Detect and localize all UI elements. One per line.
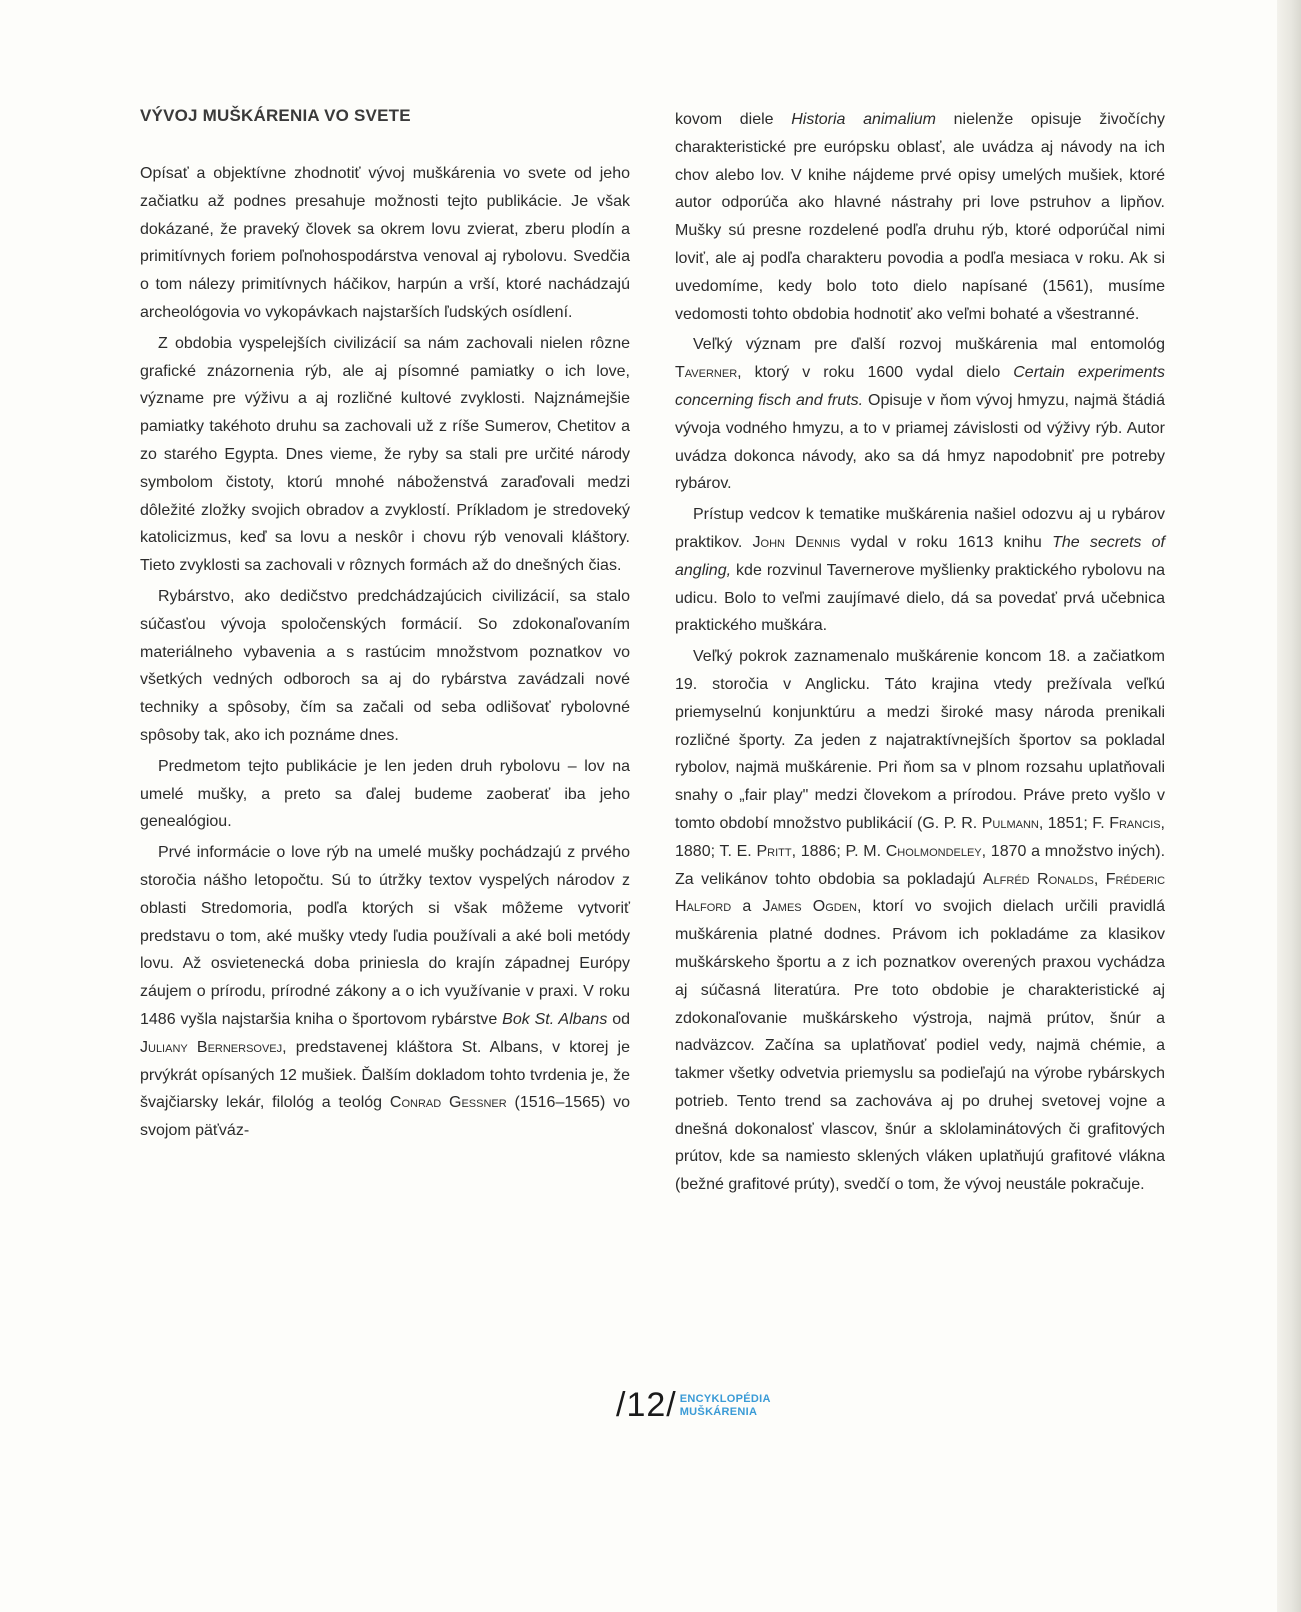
right-column: [675, 106, 1165, 1202]
person-name: Juliany Bernersovej: [140, 1038, 283, 1056]
person-name: Taverner: [675, 364, 738, 382]
text-run: , ktorí vo svojich dielach určili pravidlá muškárenia platné dodnes. Právom ich pokladáme za klasikov muškárskeho športu a z ich poznatkov overených praxou vychádza aj súčasná literatúra. Pre toto obdobie je charakteristické aj zdokonaľovanie muškárskeho výstroja, najmä prútov, šnúr a nadväzcov. Začína sa uplatňovať podiel vedy, najmä chémie, a takmer všetky odvetvia priemyslu sa podieľajú na výrobe rybárskych potrieb. Tento trend sa zachováva aj po druhej svetovej vojne a dnešná dokonalosť vlascov, šnúr a sklolaminátových či grafitových prútov, kde sa namiesto sklených vláken uplatňujú grafitové vlákna (bežné grafitové prúty), svedčí o tom, že vývoj neustále pokračuje.: [675, 898, 1165, 1194]
paragraph: [675, 106, 1165, 328]
paragraph: Opísať a objektívne zhodnotiť vývoj muškárenia vo svete od jeho začiatku až podnes presahuje možnosti tejto publikácie. Je však dokázané, že praveký človek sa okrem lovu zvierat, zberu plodín a primitívnych foriem poľnohospodárstva venoval aj rybolovu. Svedčia o tom nálezy primitívnych háčikov, harpún a vrší, ktoré nachádzajú archeológovia vo vykopávkach najstarších ľudských osídlení.: [140, 165, 630, 321]
text-run: (1516–1565) vo svojom päťváz-: [140, 1094, 630, 1140]
text-run: nielenže opisuje živočíchy charakteristické pre európsku oblasť, ale uvádza aj návody na ich chov alebo lov. V knihe nájdeme prvé opisy umelých mušiek, ktoré autor odporúča ako hlavné nástrahy pri love pstruhov a lipňov. Mušky sú presne rozdelené podľa druhu rýb, ktoré odporúčal nimi loviť, ale aj podľa charakteru povodia a podľa mesiaca v roku. Ak si uvedomíme, kedy bolo toto dielo napísané (1561), musíme vedomosti tohto obdobia hodnotiť ako veľmi bohaté a všestranné.: [675, 111, 1165, 323]
paragraph: Predmetom tejto publikácie je len jeden druh rybolovu – lov na umelé mušky, a preto sa ďalej budeme zaoberať iba jeho genealógiou.: [140, 757, 630, 831]
text-run: a: [742, 898, 752, 916]
text-run: Prístup vedcov k tematike muškárenia našiel odozvu aj u rybárov praktikov.: [675, 506, 1165, 551]
person-name: Cholmondeley: [885, 842, 982, 860]
text-run: vydal v roku 1613 knihu: [850, 533, 1042, 551]
text-run: , predstavenej kláštora St. Albans, v ktorej je prvýkrát opísaných 12 mušiek. Ďalším dokladom tohto tvrdenia je, že švajčiarsky lekár, filológ a teológ: [140, 1038, 631, 1112]
person-name: James Ogden: [762, 898, 858, 916]
page-footer: [616, 1386, 771, 1425]
paragraph: [675, 501, 1165, 640]
person-name: Alfréd Ronalds: [982, 870, 1094, 888]
text-run: ,: [1093, 870, 1099, 888]
text-run: Veľký pokrok zaznamenalo muškárenie koncom 18. a začiatkom 19. storočia v Anglicku. Táto krajina vtedy prežívala veľkú priemyselnú konjunktúru a medzi široké masy národa prenikali rozličné športy. Za jeden z najatraktívnejších športov sa pokladal rybolov, najmä muškárenie. Pri ňom sa v plnom rozsahu uplatňovali snahy o „fair play" medzi človekom a prírodou. Práve preto vyšlo v tomto období množstvo publikácií (G. P. R.: [675, 648, 1165, 832]
text-run: , 1851; F.: [1038, 814, 1105, 832]
paragraph: [675, 331, 1165, 498]
person-name: Pritt: [756, 842, 792, 860]
text-run: , 1886; P. M.: [791, 842, 882, 860]
paragraph: Rybárstvo, ako dedičstvo predchádzajúcich civilizácií, sa stalo súčasťou vývoja spoločenských formácií. So zdokonaľovaním materiálneho vybavenia a s rastúcim množstvom poznatkov vo všetkých vedných odboroch sa aj do rybárstva zavádzali nové techniky a spôsoby, čím sa začali od seba odlišovať rybolovné spôsoby tak, ako ich poznáme dnes.: [140, 587, 630, 744]
paragraph: [675, 643, 1165, 1199]
left-column: [140, 160, 630, 1148]
person-name: Francis: [1109, 814, 1161, 832]
text-run: kovom diele: [675, 111, 774, 128]
book-title: Bok St. Albans: [502, 1010, 608, 1028]
paragraph: [140, 839, 630, 1145]
page-edge: [1277, 0, 1301, 1612]
publication-brand: [680, 1393, 771, 1419]
text-run: kde rozvinul Tavernerove myšlienky praktického rybolovu na udicu. Bolo to veľmi zaujímavé dielo, dá sa povedať prvá učebnica praktického muškára.: [675, 561, 1166, 635]
person-name: Pulmann: [981, 814, 1039, 832]
person-name: Conrad Gessner: [389, 1094, 507, 1112]
person-name: John Dennis: [752, 533, 841, 551]
text-run: , ktorý v roku 1600 vydal dielo: [737, 364, 1001, 382]
book-title: The secrets of angling,: [675, 533, 1165, 579]
book-title: Historia animalium: [791, 111, 936, 128]
text-run: Prvé informácie o love rýb na umelé mušky pochádzajú z prvého storočia nášho letopočtu. Sú to útržky textov vyspelých národov z oblasti Stredomoria, podľa ktorých si však môžeme vytvoriť predstavu o tom, aké mušky vtedy ľudia používali a aké boli metódy lovu. Až osvietenecká doba priniesla do krajín západnej Európy záujem o prírodu, prírodné zákony a o ich využívanie v praxi. V roku 1486 vyšla najstaršia kniha o športovom rybárstve: [140, 844, 630, 1028]
page-number: /12/: [616, 1386, 677, 1424]
text-run: , 1870 a množstvo iných). Za velikánov tohto obdobia sa pokladajú: [675, 842, 1166, 888]
text-run: Opisuje v ňom vývoj hmyzu, najmä štádiá vývoja vodného hmyzu, a to v priamej závislosti od výživy rýb. Autor uvádza dokonca návody, ako sa dá hmyz napodobniť pre potreby rybárov.: [675, 391, 1166, 493]
text-run: Veľký význam pre ďalší rozvoj muškárenia mal entomológ: [693, 336, 1165, 354]
book-title: Certain experiments concerning fisch and fruts.: [675, 364, 1165, 409]
section-heading: VÝVOJ MUŠKÁRENIA VO SVETE: [140, 106, 411, 125]
paragraph: Z obdobia vyspelejších civilizácií sa nám zachovali nielen rôzne grafické znázornenia rýb, ale aj písomné pamiatky o ich love, význame pre výživu a aj rozličné kultové zvyklosti. Najznámejšie pamiatky takéhoto druhu sa zachovali už z ríše Sumerov, Chetitov a zo starého Egypta. Dnes vieme, že ryby sa stali pre určité národy symbolom čistoty, ktorú mnohé náboženstvá zaraďovali medzi dôležité zložky svojich obradov a zvyklostí. Príkladom je stredoveký katolicizmus, keď sa lovu a neskôr i chovu rýb venovali kláštory. Tieto zvyklosti sa zachovali v rôznych formách až do dnešných čias.: [140, 334, 630, 575]
brand-line: MUŠKÁRENIA: [679, 1405, 758, 1418]
text-run: od: [612, 1010, 630, 1028]
text-run: , 1880; T. E.: [675, 814, 1165, 860]
person-name: Fréderic Halford: [675, 870, 1166, 916]
brand-line: ENCYKLOPÉDIA: [679, 1392, 771, 1405]
